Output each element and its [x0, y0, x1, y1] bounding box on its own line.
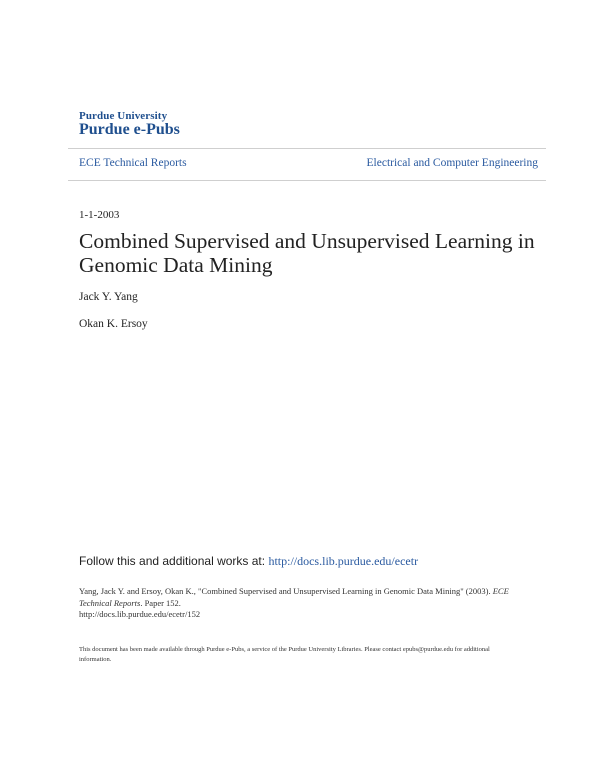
author-link[interactable]: Jack Y. Yang [79, 291, 138, 303]
citation-paper: . Paper 152. [140, 597, 181, 608]
document-title: Combined Supervised and Unsupervised Learning in Genomic Data Mining [79, 229, 535, 277]
citation-text: Yang, Jack Y. and Ersoy, Okan K., "Combined Supervised and Unsupervised Learning in Genomic Data Mining" (2003). [79, 586, 493, 596]
citation-block [79, 586, 529, 621]
collection-link[interactable]: http://docs.lib.purdue.edu/ecetr [268, 554, 419, 568]
follow-text: Follow this and additional works at: [79, 554, 269, 568]
citation-url[interactable]: http://docs.lib.purdue.edu/ecetr/152 [79, 609, 201, 619]
publication-date: 1-1-2003 [79, 209, 120, 221]
follow-line [79, 554, 418, 569]
university-name: Purdue University [79, 110, 168, 122]
citation-journal: ECE Technical Reports [79, 586, 509, 608]
top-divider [68, 148, 546, 149]
series-link[interactable]: ECE Technical Reports [79, 157, 187, 169]
bottom-divider [68, 180, 546, 181]
repository-link[interactable]: Purdue e-Pubs [79, 121, 180, 138]
author-link[interactable]: Okan K. Ersoy [79, 318, 148, 330]
availability-notice: This document has been made available through Purdue e-Pubs, a service of the Purdue University Libraries. Please contact epubs@purdue.edu for additional information. [79, 646, 490, 663]
department-link[interactable]: Electrical and Computer Engineering [366, 157, 538, 169]
